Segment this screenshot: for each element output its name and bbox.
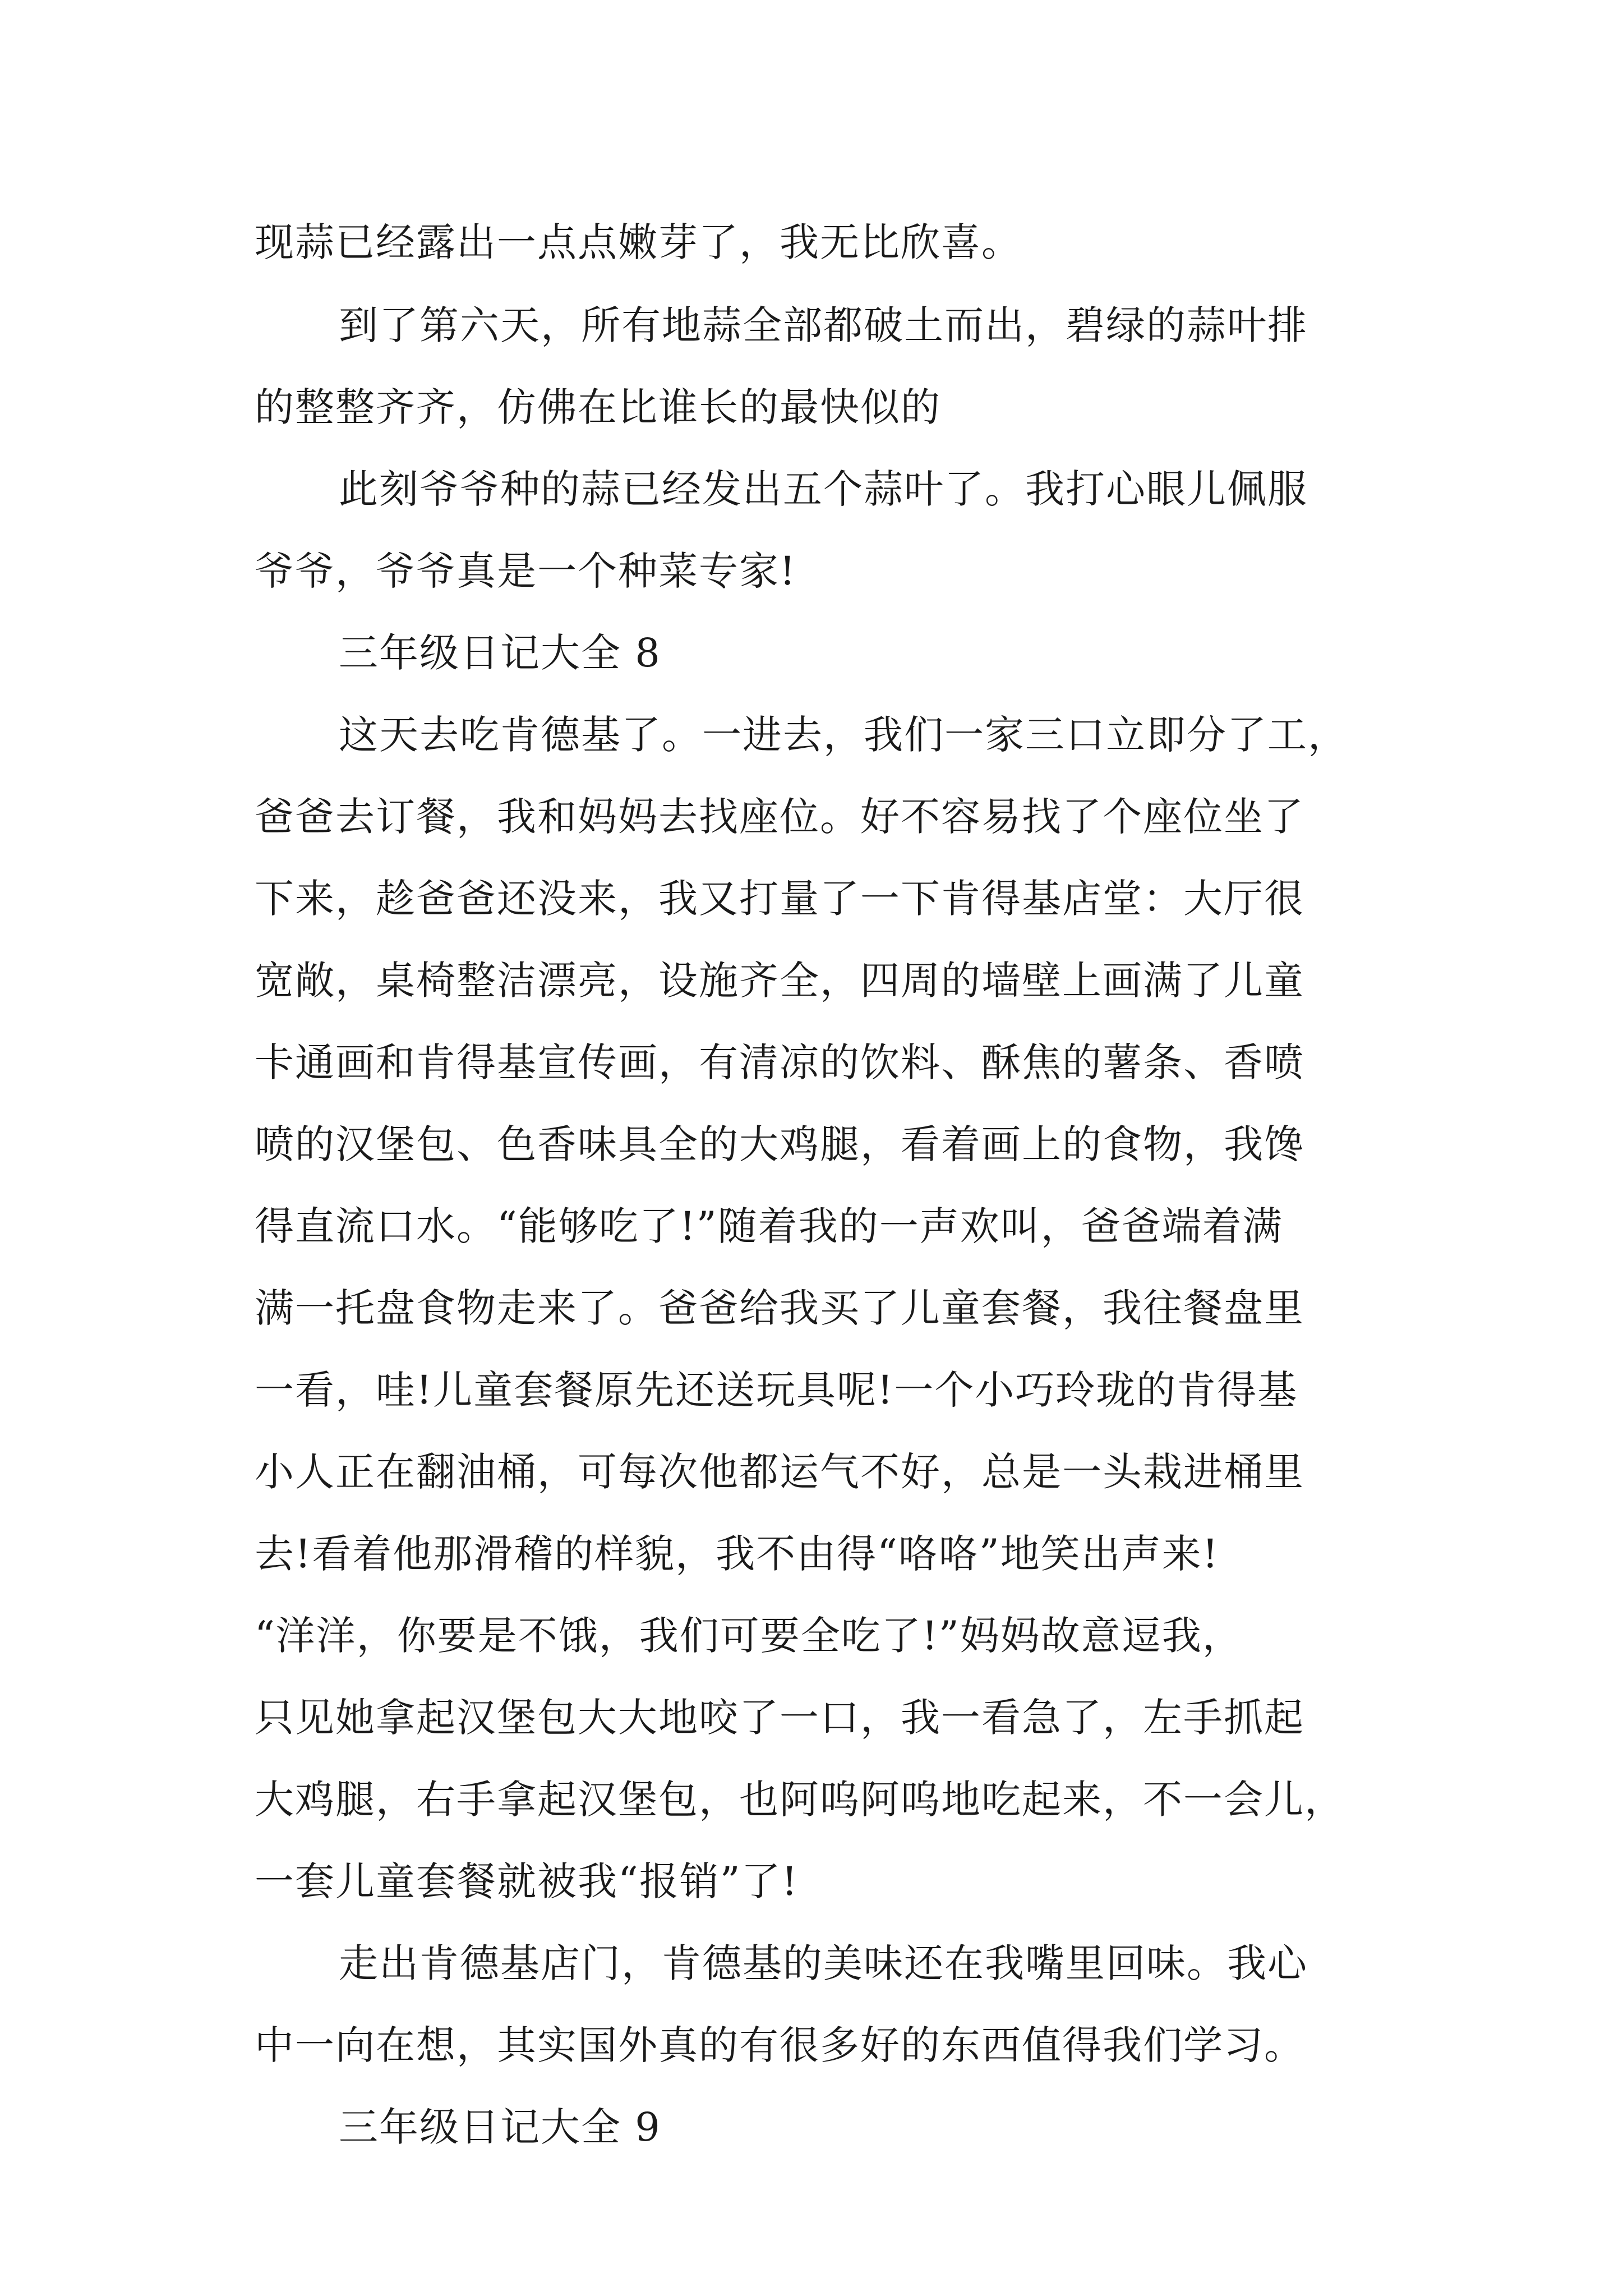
text-line: 大鸡腿，右手拿起汉堡包，也阿呜阿呜地吃起来，不一会儿， bbox=[255, 1777, 1345, 1823]
text-line: 去!看着他那滑稽的样貌，我不由得“咯咯”地笑出声来! bbox=[255, 1531, 1219, 1577]
text-line: 宽敞，桌椅整洁漂亮，设施齐全，四周的墙壁上画满了儿童 bbox=[255, 958, 1304, 1004]
text-line: 只见她拿起汉堡包大大地咬了一口，我一看急了，左手抓起 bbox=[255, 1695, 1304, 1741]
text-line: 一套儿童套餐就被我“报销”了! bbox=[255, 1858, 799, 1904]
text-line: 到了第六天，所有地蒜全部都破土而出，碧绿的蒜叶排 bbox=[339, 302, 1308, 348]
text-line: 下来，趁爸爸还没来，我又打量了一下肯得基店堂：大厅很 bbox=[255, 876, 1304, 922]
text-line: 走出肯德基店门，肯德基的美味还在我嘴里回味。我心 bbox=[339, 1940, 1308, 1986]
text-line: 一看，哇!儿童套餐原先还送玩具呢!一个小巧玲珑的肯得基 bbox=[255, 1367, 1298, 1413]
text-line: 的整整齐齐，仿佛在比谁长的最快似的 bbox=[255, 384, 941, 430]
text-line: 爷爷，爷爷真是一个种菜专家! bbox=[255, 548, 797, 594]
text-line: 此刻爷爷种的蒜已经发出五个蒜叶了。我打心眼儿佩服 bbox=[339, 466, 1308, 512]
text-line: 爸爸去订餐，我和妈妈去找座位。好不容易找了个座位坐了 bbox=[255, 794, 1304, 840]
text-line: 得直流口水。“能够吃了!”随着我的一声欢叫，爸爸端着满 bbox=[255, 1203, 1283, 1249]
text-line: 小人正在翻油桶，可每次他都运气不好，总是一头栽进桶里 bbox=[255, 1449, 1304, 1495]
text-line: 喷的汉堡包、色香味具全的大鸡腿，看着画上的食物，我馋 bbox=[255, 1121, 1304, 1167]
text-line: 现蒜已经露出一点点嫩芽了，我无比欣喜。 bbox=[255, 219, 1022, 265]
section-heading: 三年级日记大全 8 bbox=[339, 630, 661, 676]
text-line: 卡通画和肯得基宣传画，有清凉的饮料、酥焦的薯条、香喷 bbox=[255, 1039, 1304, 1085]
text-line: 中一向在想，其实国外真的有很多好的东西值得我们学习。 bbox=[255, 2022, 1304, 2068]
text-line: “洋洋，你要是不饿，我们可要全吃了!”妈妈故意逗我， bbox=[255, 1613, 1243, 1659]
text-line: 这天去吃肯德基了。一进去，我们一家三口立即分了工， bbox=[339, 712, 1348, 758]
section-heading: 三年级日记大全 9 bbox=[339, 2104, 661, 2150]
text-line: 满一托盘食物走来了。爸爸给我买了儿童套餐，我往餐盘里 bbox=[255, 1285, 1304, 1331]
